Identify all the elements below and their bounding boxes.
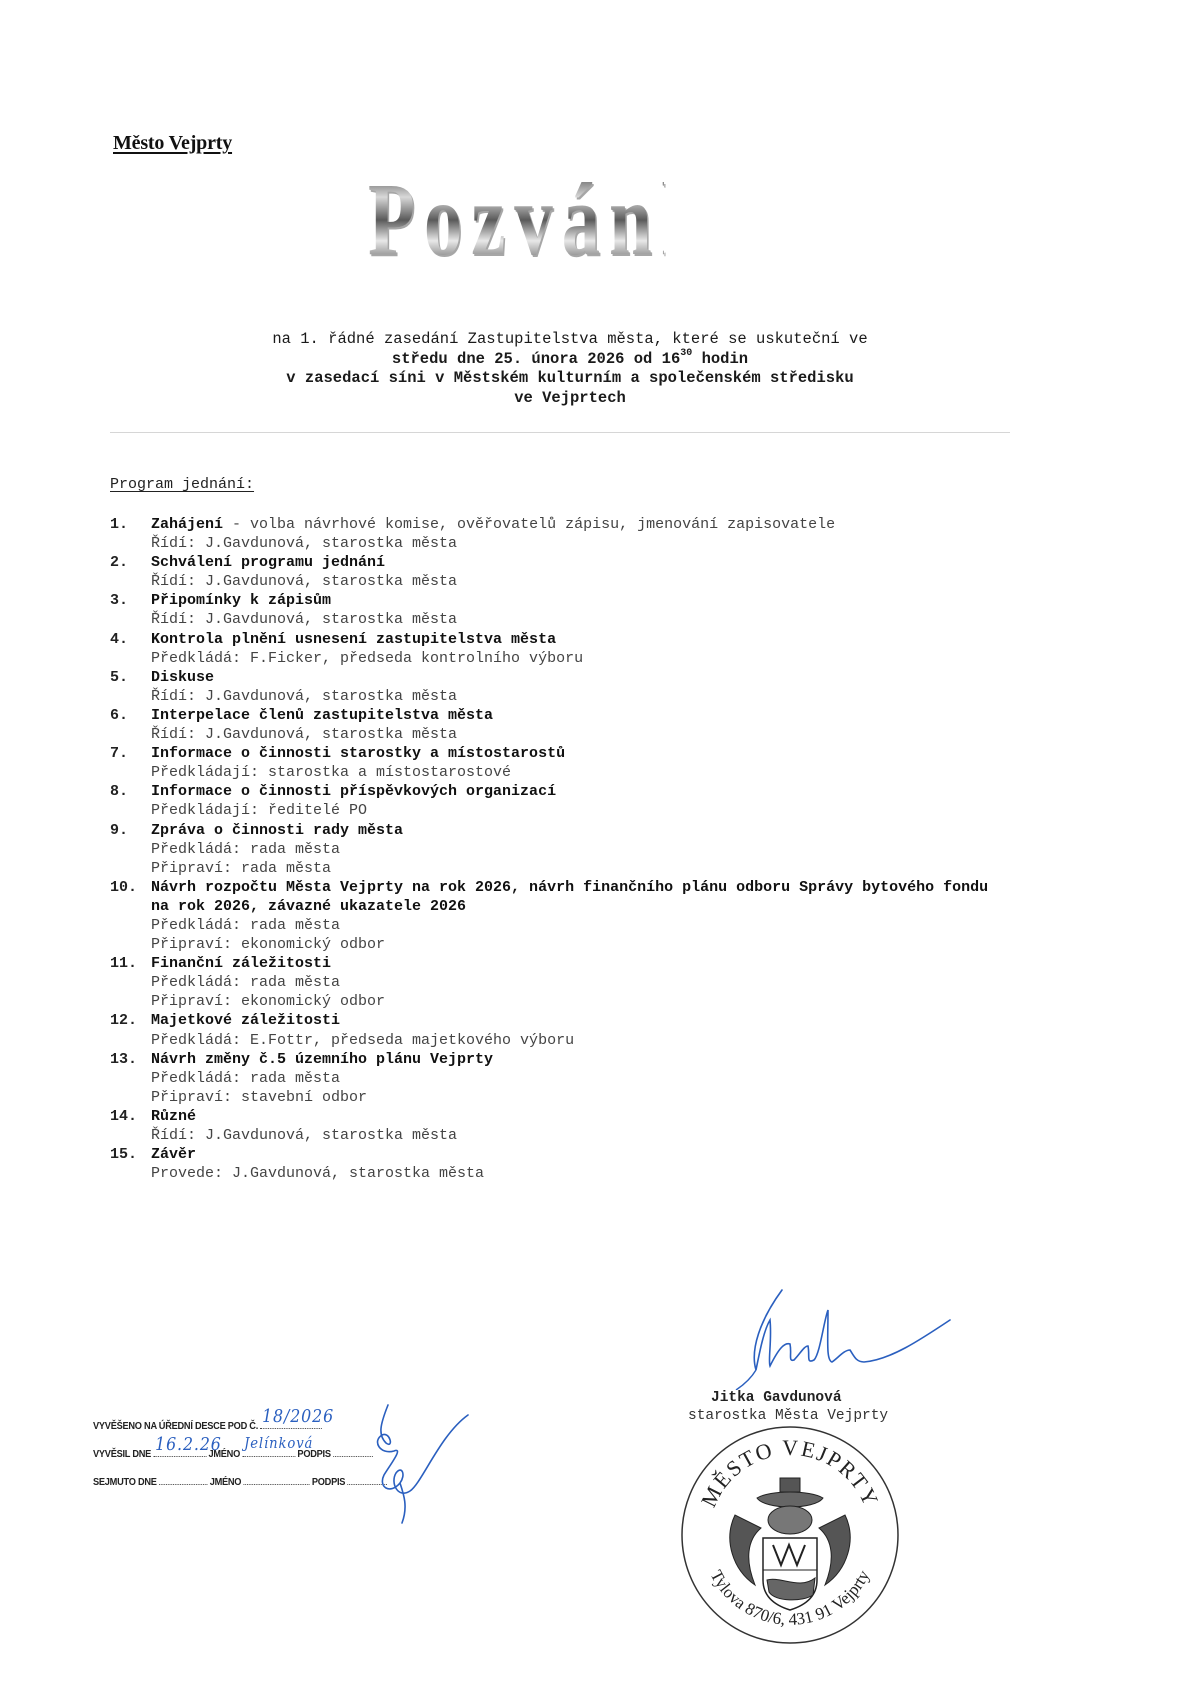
agenda-item-body <box>151 878 1010 954</box>
signer-name: Jitka Gavdunová <box>711 1390 842 1406</box>
agenda-item-detail: Předkládá: F.Ficker, předseda kontrolního výboru <box>151 649 584 667</box>
agenda-item-detail: Předkládá: rada města <box>151 840 341 858</box>
agenda-item-title: Zahájení <box>151 516 224 533</box>
stamp-label-posted: VYVĚŠENO NA ÚŘEDNÍ DESCE POD Č. <box>93 1420 259 1432</box>
agenda-item-title: Zpráva o činnosti rady města <box>151 821 404 839</box>
agenda-item-body <box>151 553 1010 591</box>
agenda-item-body <box>151 630 1010 668</box>
signer-role: starostka Města Vejprty <box>688 1408 889 1424</box>
agenda-item <box>110 954 1010 1011</box>
agenda-item-title: Diskuse <box>151 668 215 686</box>
program-heading: Program jednání: <box>110 476 255 493</box>
agenda-item-detail: Připraví: stavební odbor <box>151 1088 368 1106</box>
agenda-item-number: 14. <box>110 1107 138 1125</box>
stamp-row-posted-by <box>93 1434 383 1474</box>
agenda-item <box>110 1011 1010 1049</box>
agenda-item-detail: Předkládá: rada města <box>151 916 341 934</box>
agenda-item-detail: Provede: J.Gavdunová, starostka města <box>151 1165 485 1183</box>
stamp-field-posted-name <box>242 1434 314 1457</box>
intro-line-3: v zasedací síni v Městském kulturním a společenském středisku <box>286 369 854 387</box>
agenda-item-heading <box>151 553 1010 572</box>
agenda-item-body <box>151 821 1010 878</box>
intro-line-4: ve Vejprtech <box>514 388 626 407</box>
stamp-row-posted-number <box>93 1406 383 1446</box>
stamp-field-removed-name <box>244 1474 310 1485</box>
intro-line-2 <box>180 350 960 370</box>
city-seal-icon <box>675 1420 905 1650</box>
agenda-item-body <box>151 515 1010 553</box>
agenda-item-heading <box>151 744 1010 763</box>
agenda-item-number: 7. <box>110 745 129 763</box>
agenda-item-title: Závěr <box>151 1146 197 1164</box>
stamp-label-posted-sign: PODPIS <box>297 1448 331 1460</box>
agenda-list <box>110 515 1010 1183</box>
agenda-item-number: 13. <box>110 1050 138 1068</box>
posting-stamp <box>93 1406 383 1502</box>
stamp-label-removed-sign: PODPIS <box>311 1476 346 1488</box>
agenda-item-body <box>151 706 1010 744</box>
agenda-item-detail: Předkládají: starostka a místostarostové <box>151 764 512 782</box>
agenda-item-title: Informace o činnosti starostky a místostarostů <box>151 745 566 763</box>
agenda-item-body <box>151 1050 1010 1107</box>
agenda-item-title: Interpelace členů zastupitelstva města <box>151 706 494 724</box>
agenda-item <box>110 515 1010 553</box>
agenda-item-number: 15. <box>110 1146 138 1164</box>
agenda-item-heading <box>151 630 1010 649</box>
agenda-item-title: Návrh rozpočtu Města Vejprty na rok 2026, návrh finančního plánu odboru Správy bytového fondu na rok 2026, závazné ukazatele 2026 <box>151 878 989 915</box>
agenda-item-title: Návrh změny č.5 územního plánu Vejprty <box>151 1050 494 1068</box>
handwritten-number: 18/2026 <box>262 1406 335 1427</box>
agenda-item <box>110 706 1010 744</box>
mayor-signature-icon <box>720 1280 960 1390</box>
agenda-item-title: Různé <box>151 1107 197 1125</box>
stamp-field-posted-date <box>153 1434 222 1457</box>
agenda-item-number: 5. <box>110 668 129 686</box>
agenda-item-title: Finanční záležitosti <box>151 955 332 973</box>
agenda-item-title: Schválení programu jednání <box>151 554 386 572</box>
seal-bottom-text: Tylova 870/6, 431 91 Vejprty <box>706 1567 874 1629</box>
intro-time-minutes: 30 <box>680 348 693 360</box>
agenda-item-detail: Řídí: J.Gavdunová, starostka města <box>151 726 458 744</box>
agenda-item-heading <box>151 1011 1010 1030</box>
agenda-item-number: 10. <box>110 878 138 896</box>
agenda-item-detail: Řídí: J.Gavdunová, starostka města <box>151 1127 458 1144</box>
agenda-item-heading <box>151 591 1010 610</box>
agenda-item-body <box>151 744 1010 782</box>
agenda-item <box>110 1145 1010 1183</box>
agenda-item-heading <box>151 1050 1010 1069</box>
agenda-item-detail: Předkládají: ředitelé PO <box>151 802 368 820</box>
agenda-item <box>110 630 1010 668</box>
separator-line <box>110 432 1010 433</box>
agenda-item-number: 9. <box>110 821 129 839</box>
agenda-item <box>110 668 1010 706</box>
agenda-item-number: 1. <box>110 516 129 533</box>
seal-top-text: MĚSTO VEJPRTY <box>695 1434 885 1512</box>
meeting-intro <box>180 330 960 408</box>
agenda-item-heading <box>151 1145 1010 1164</box>
agenda-item-heading <box>151 1107 1010 1126</box>
agenda-item-detail: Řídí: J.Gavdunová, starostka města <box>151 535 458 553</box>
agenda-item-detail: Připraví: rada města <box>151 859 332 877</box>
agenda-item-number: 6. <box>110 706 129 724</box>
document-title: Pozvánka <box>368 162 760 277</box>
agenda-item-detail: Řídí: J.Gavdunová, starostka města <box>151 573 458 591</box>
stamp-field-removed-date <box>159 1474 207 1485</box>
stamp-label-posted-date: VYVĚSIL DNE <box>93 1448 152 1460</box>
agenda-item-heading <box>151 954 1010 973</box>
agenda-item-detail: Předkládá: rada města <box>151 1069 341 1087</box>
agenda-item-body <box>151 954 1010 1011</box>
agenda-item <box>110 878 1010 954</box>
agenda-item-detail: Předkládá: rada města <box>151 974 341 992</box>
agenda-item-detail: Připraví: ekonomický odbor <box>151 993 386 1011</box>
intro-hours-word: hodin <box>692 349 749 368</box>
organization-name: Město Vejprty <box>113 132 233 154</box>
agenda-item-title: Majetkové záležitosti <box>151 1012 341 1030</box>
agenda-item-heading <box>151 821 1010 840</box>
agenda-item-body <box>151 1107 1010 1145</box>
agenda-item <box>110 821 1010 878</box>
agenda-item-number: 2. <box>110 554 129 572</box>
stamp-label-posted-name: JMÉNO <box>208 1448 241 1460</box>
agenda-item-heading <box>151 706 1010 725</box>
agenda-item <box>110 1107 1010 1145</box>
agenda-item-heading <box>151 782 1010 801</box>
agenda-item-title: Informace o činnosti příspěvkových organizací <box>151 783 557 801</box>
intro-date: středu dne 25. února 2026 od 16 <box>391 349 681 368</box>
agenda-item <box>110 1050 1010 1107</box>
stamp-label-removed-name: JMÉNO <box>209 1476 242 1488</box>
agenda-item-detail: Připraví: ekonomický odbor <box>151 936 386 954</box>
agenda-item-title-rest: - volba návrhové komise, ověřovatelů zápisu, jmenování zapisovatele <box>223 516 836 533</box>
clerk-signature-icon <box>360 1395 480 1525</box>
agenda-item-body <box>151 1011 1010 1049</box>
agenda-item <box>110 782 1010 820</box>
agenda-item-body <box>151 782 1010 820</box>
agenda-item-title: Kontrola plnění usnesení zastupitelstva města <box>151 630 557 648</box>
agenda-item-number: 4. <box>110 630 129 648</box>
agenda-item-detail: Řídí: J.Gavdunová, starostka města <box>151 611 458 629</box>
agenda-item <box>110 553 1010 591</box>
agenda-item-number: 8. <box>110 783 129 801</box>
agenda-item-body <box>151 591 1010 629</box>
agenda-item-heading <box>151 515 1010 534</box>
agenda-item-heading <box>151 668 1010 687</box>
agenda-item-detail: Předkládá: E.Fottr, předseda majetkového výboru <box>151 1031 575 1049</box>
agenda-item-number: 3. <box>110 592 129 610</box>
agenda-item-body <box>151 1145 1010 1183</box>
stamp-row-removed <box>93 1474 383 1502</box>
agenda-item-number: 12. <box>110 1012 138 1030</box>
agenda-item-body <box>151 668 1010 706</box>
handwritten-posted-name: Jelínková <box>244 1434 314 1452</box>
agenda-item <box>110 744 1010 782</box>
handwritten-posted-date: 16.2.26 <box>155 1434 222 1455</box>
agenda-item-detail: Řídí: J.Gavdunová, starostka města <box>151 687 458 705</box>
agenda-item-heading <box>151 878 1010 916</box>
intro-line-1: na 1. řádné zasedání Zastupitelstva města, které se uskuteční ve <box>272 330 868 348</box>
stamp-field-number <box>260 1406 335 1429</box>
agenda-item <box>110 591 1010 629</box>
agenda-item-title: Připomínky k zápisům <box>151 592 332 610</box>
agenda-item-number: 11. <box>110 955 138 973</box>
stamp-label-removed-date: SEJMUTO DNE <box>93 1476 157 1488</box>
